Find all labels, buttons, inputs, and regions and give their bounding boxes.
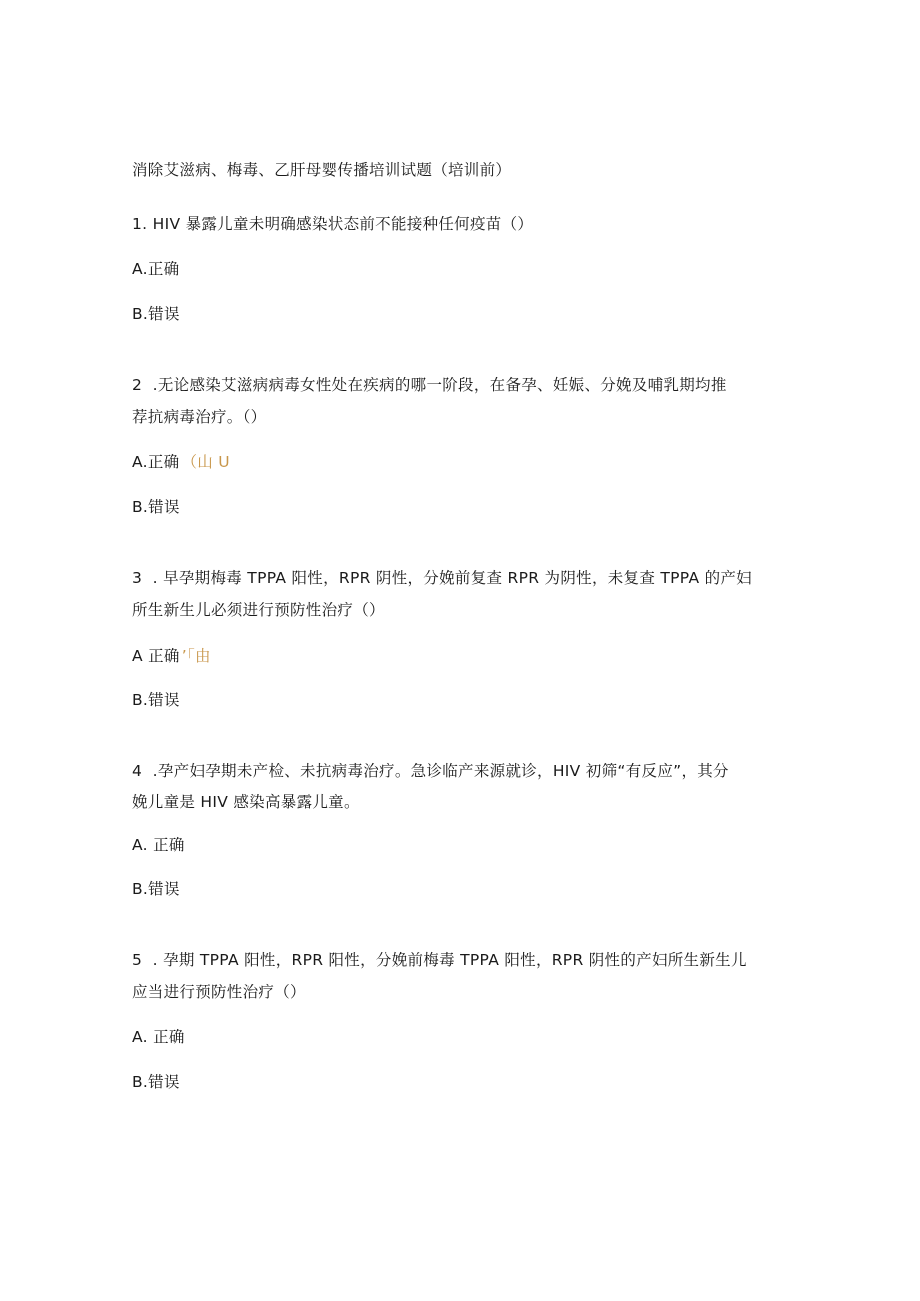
question-1-option-b: B.错误	[132, 305, 180, 323]
handwritten-mark: （山 U	[181, 453, 230, 471]
option-a-label: A. 正确	[132, 1028, 185, 1046]
option-a-label: A 正确	[132, 647, 180, 665]
question-1-option-a	[132, 258, 179, 280]
option-a-label: A.正确	[132, 260, 180, 278]
question-2-text-line1: 2 .无论感染艾滋病病毒女性处在疾病的哪一阶段，在备孕、妊娠、分娩及哺乳期均推	[132, 376, 727, 394]
question-4-option-b: B.错误	[132, 880, 180, 898]
question-3-option-a	[132, 645, 211, 667]
option-a-label: A.正确	[132, 453, 180, 471]
question-5-option-a	[132, 1026, 185, 1048]
question-5-text-line1: 5 . 孕期 TPPA 阳性，RPR 阳性，分娩前梅毒 TPPA 阳性，RPR 阴性的产妇所生新生儿	[132, 951, 747, 969]
option-a-label: A. 正确	[132, 836, 185, 854]
handwritten-mark: ’「由	[181, 647, 211, 665]
question-2-option-a	[132, 451, 230, 473]
question-2-text-line2: 荐抗病毒治疗。（）	[132, 408, 267, 426]
question-4-option-a	[132, 834, 185, 856]
question-2-option-b: B.错误	[132, 498, 180, 516]
question-5-option-b: B.错误	[132, 1073, 180, 1091]
question-3-option-b: B.错误	[132, 691, 180, 709]
question-4-text-line2: 娩儿童是 HIV 感染高暴露儿童。	[132, 793, 360, 811]
question-3-text-line2: 所生新生儿必须进行预防性治疗（）	[132, 601, 385, 619]
question-3-text-line1: 3 . 早孕期梅毒 TPPA 阳性，RPR 阴性，分娩前复查 RPR 为阴性，未复查 TPPA 的产妇	[132, 569, 752, 587]
question-1-text: 1. HIV 暴露儿童未明确感染状态前不能接种任何疫苗（）	[132, 215, 534, 233]
document-title: 消除艾滋病、梅毒、乙肝母婴传播培训试题（培训前）	[132, 161, 512, 179]
question-5-text-line2: 应当进行预防性治疗（）	[132, 983, 306, 1001]
question-4-text-line1: 4 .孕产妇孕期未产检、未抗病毒治疗。急诊临产来源就诊，HIV 初筛“有反应”，其分	[132, 762, 729, 780]
